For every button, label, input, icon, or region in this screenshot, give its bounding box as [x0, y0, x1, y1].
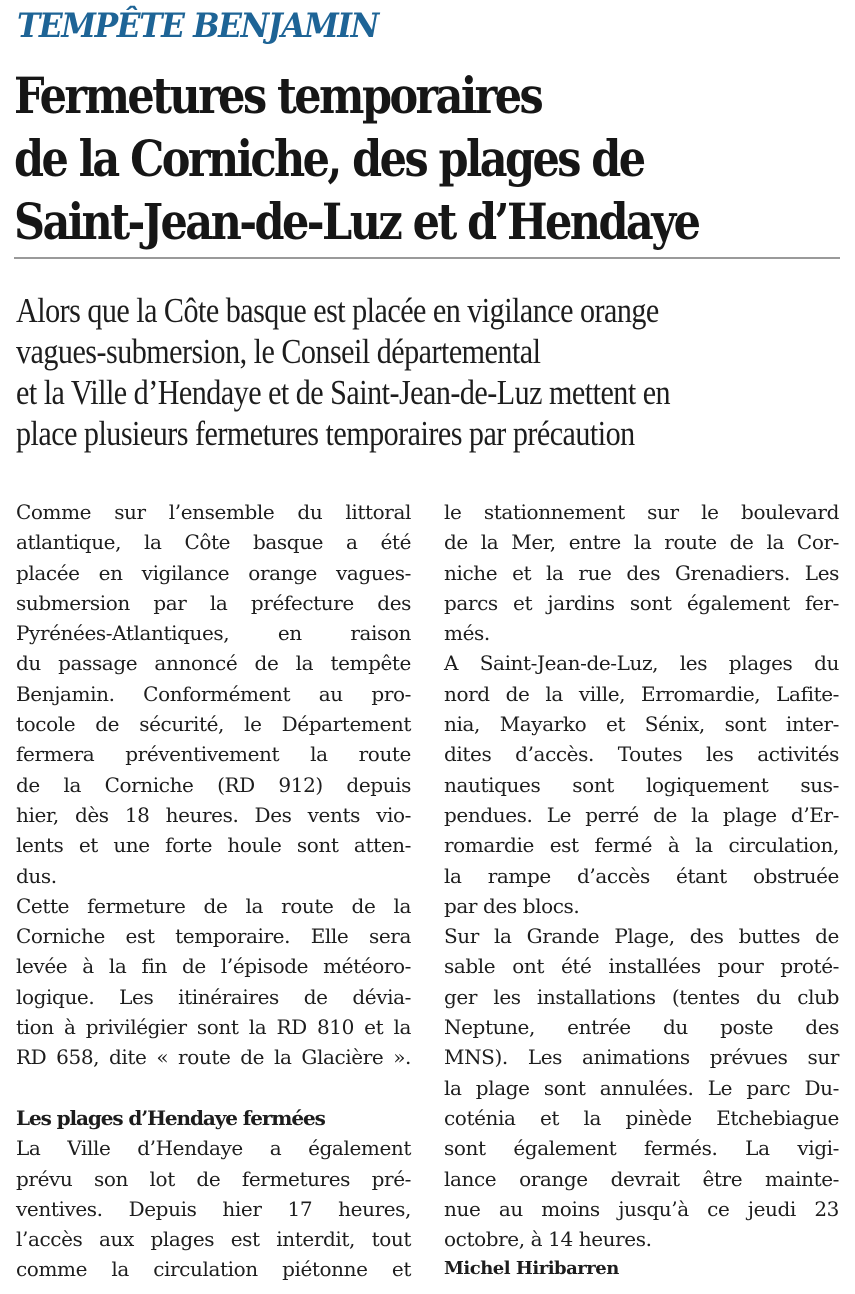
- body-line: nord de la ville, Erromardie, Lafite-: [444, 681, 839, 706]
- subheading: Les plages d’Hendaye fermées: [16, 1105, 325, 1130]
- body-line: més.: [444, 621, 490, 646]
- body-line: nue au moins jusqu’à ce jeudi 23: [444, 1196, 839, 1221]
- body-column-right: [444, 497, 839, 1285]
- headline-line: de la Corniche, des plages de: [14, 129, 644, 188]
- body-line: octobre, à 14 heures.: [444, 1227, 652, 1252]
- headline: [14, 64, 810, 253]
- body-line: lents et une forte houle sont atten-: [16, 833, 411, 858]
- body-line: tocole de sécurité, le Département: [16, 712, 411, 737]
- body-line: hier, dès 18 heures. Des vents vio-: [16, 802, 411, 827]
- body-line: MNS). Les animations prévues sur: [444, 1045, 839, 1070]
- body-line: atlantique, la Côte basque a été: [16, 530, 411, 555]
- body-line: de la Mer, entre la route de la Cor-: [444, 530, 839, 555]
- body-line: fermera préventivement la route: [16, 742, 411, 767]
- body-line: la plage sont annulées. Le parc Du-: [444, 1075, 839, 1100]
- body-line: ger les installations (tentes du club: [444, 984, 839, 1009]
- body-line: Benjamin. Conformément au pro-: [16, 681, 411, 706]
- body-line: logique. Les itinéraires de dévia-: [16, 984, 411, 1009]
- standfirst-line: Alors que la Côte basque est placée en vigilance orange: [16, 291, 659, 330]
- body-line: submersion par la préfecture des: [16, 590, 411, 615]
- body-line: Pyrénées-Atlantiques, en raison: [16, 621, 411, 646]
- body-line: pendues. Le perré de la plage d’Er-: [444, 802, 839, 827]
- body-line: Comme sur l’ensemble du littoral: [16, 500, 411, 524]
- body-line: romardie est fermé à la circulation,: [444, 833, 839, 858]
- headline-line: Saint-Jean-de-Luz et d’Hendaye: [14, 192, 699, 251]
- body-line: lance orange devrait être mainte-: [444, 1166, 839, 1191]
- body-column-left: [16, 497, 411, 1285]
- body-line: RD 658, dite « route de la Glacière ».: [16, 1045, 411, 1070]
- standfirst-line: place plusieurs fermetures temporaires par précaution: [16, 414, 635, 453]
- author-byline: Michel Hiribarren: [444, 1258, 619, 1280]
- body-line: par des blocs.: [444, 893, 580, 918]
- body-line: prévu son lot de fermetures pré-: [16, 1166, 411, 1191]
- body-line: parcs et jardins sont également fer-: [444, 590, 839, 615]
- body-line: la rampe d’accès étant obstruée: [444, 863, 839, 888]
- body-line: dites d’accès. Toutes les activités: [444, 742, 839, 767]
- body-line: du passage annoncé de la tempête: [16, 651, 411, 676]
- standfirst-line: vagues-submersion, le Conseil départemental: [16, 332, 541, 371]
- divider-rule: [14, 257, 840, 259]
- body-line: de la Corniche (RD 912) depuis: [16, 772, 411, 797]
- body-line: nia, Mayarko et Sénix, sont inter-: [444, 712, 839, 737]
- paragraph-spacer: [16, 1073, 411, 1103]
- body-line: nautiques sont logiquement sus-: [444, 772, 839, 797]
- body-line: niche et la rue des Grenadiers. Les: [444, 560, 839, 585]
- body-line: Cette fermeture de la route de la: [16, 893, 411, 918]
- body-line: La Ville d’Hendaye a également: [16, 1136, 411, 1161]
- body-line: Corniche est temporaire. Elle sera: [16, 924, 411, 949]
- body-line: sable ont été installées pour proté-: [444, 954, 839, 979]
- body-line: comme la circulation piétonne et: [16, 1257, 411, 1282]
- body-line: l’accès aux plages est interdit, tout: [16, 1227, 411, 1252]
- body-line: sont également fermés. La vigi-: [444, 1136, 839, 1161]
- body-line: dus.: [16, 863, 57, 888]
- body-line: placée en vigilance orange vagues-: [16, 560, 411, 585]
- body-line: A Saint-Jean-de-Luz, les plages du: [444, 651, 839, 676]
- body-line: tion à privilégier sont la RD 810 et la: [16, 1015, 411, 1040]
- body-line: Neptune, entrée du poste des: [444, 1015, 839, 1040]
- body-line: Sur la Grande Plage, des buttes de: [444, 924, 839, 949]
- standfirst: [16, 290, 777, 454]
- body-line: le stationnement sur le boulevard: [444, 500, 839, 524]
- body-line: ventives. Depuis hier 17 heures,: [16, 1196, 411, 1221]
- kicker: TEMPÊTE BENJAMIN: [17, 6, 378, 46]
- body-line: coténia et la pinède Etchebiague: [444, 1105, 839, 1130]
- headline-line: Fermetures temporaires: [14, 66, 542, 125]
- body-line: levée à la fin de l’épisode météoro-: [16, 954, 411, 979]
- standfirst-line: et la Ville d’Hendaye et de Saint-Jean-de-Luz mettent en: [16, 373, 671, 412]
